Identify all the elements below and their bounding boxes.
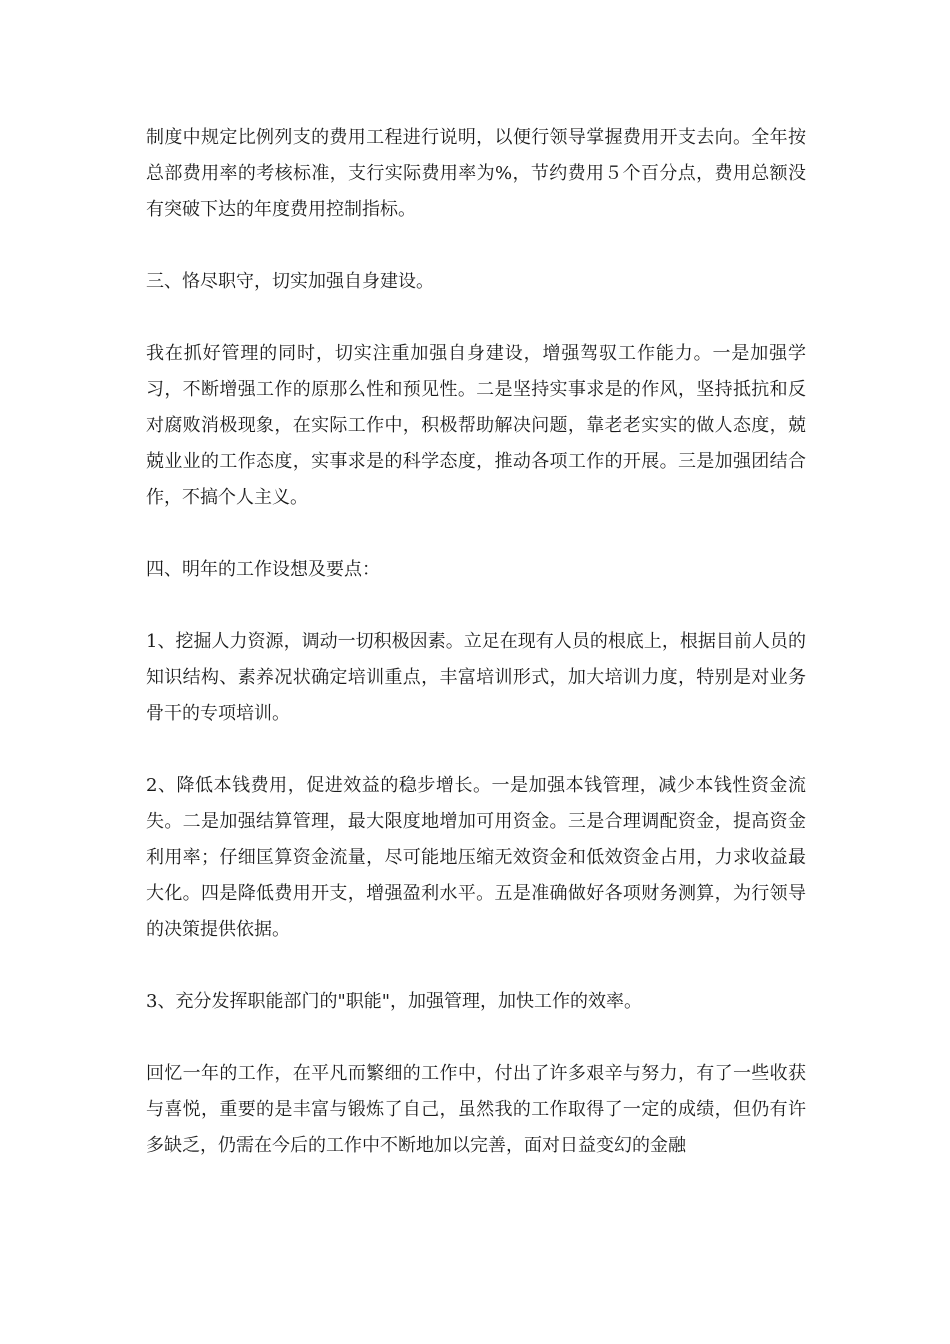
document-body [146,120,806,1164]
paragraph-self-building: 我在抓好管理的同时，切实注重加强自身建设，增强驾驭工作能力。一是加强学习，不断增强工作的原那么性和预见性。二是坚持实事求是的作风，坚持抵抗和反对腐败消极现象，在实际工作中，积极帮助解决问题，靠老老实实的做人态度，兢兢业业的工作态度，实事求是的科学态度，推动各项工作的开展。三是加强团结合作，不搞个人主义。 [146,343,806,508]
heading-next-year-plan: 四、明年的工作设想及要点： [146,559,380,580]
paragraph-expense-report: 制度中规定比例列支的费用工程进行说明，以便行领导掌握费用开支去向。全年按总部费用率的考核标准，支行实际费用率为%，节约费用５个百分点，费用总额没有突破下达的年度费用控制指标。 [146,127,806,220]
paragraph-plan-item-2: 2、降低本钱费用，促进效益的稳步增长。一是加强本钱管理，减少本钱性资金流失。二是加强结算管理，最大限度地增加可用资金。三是合理调配资金，提高资金利用率；仔细匡算资金流量，尽可能地压缩无效资金和低效资金占用，力求收益最大化。四是降低费用开支，增强盈利水平。五是准确做好各项财务测算，为行领导的决策提供依据。 [146,775,806,940]
heading-self-building: 三、恪尽职守，切实加强自身建设。 [146,271,434,292]
paragraph-review: 回忆一年的工作，在平凡而繁细的工作中，付出了许多艰辛与努力，有了一些收获与喜悦，重要的是丰富与锻炼了自己，虽然我的工作取得了一定的成绩，但仍有许多缺乏，仍需在今后的工作中不断地加以完善，面对日益变幻的金融 [146,1063,806,1156]
paragraph-plan-item-1: 1、挖掘人力资源，调动一切积极因素。立足在现有人员的根底上，根据目前人员的知识结构、素养况状确定培训重点，丰富培训形式，加大培训力度，特别是对业务骨干的专项培训。 [146,631,806,724]
paragraph-plan-item-3: 3、充分发挥职能部门的"职能"，加强管理，加快工作的效率。 [146,991,643,1012]
